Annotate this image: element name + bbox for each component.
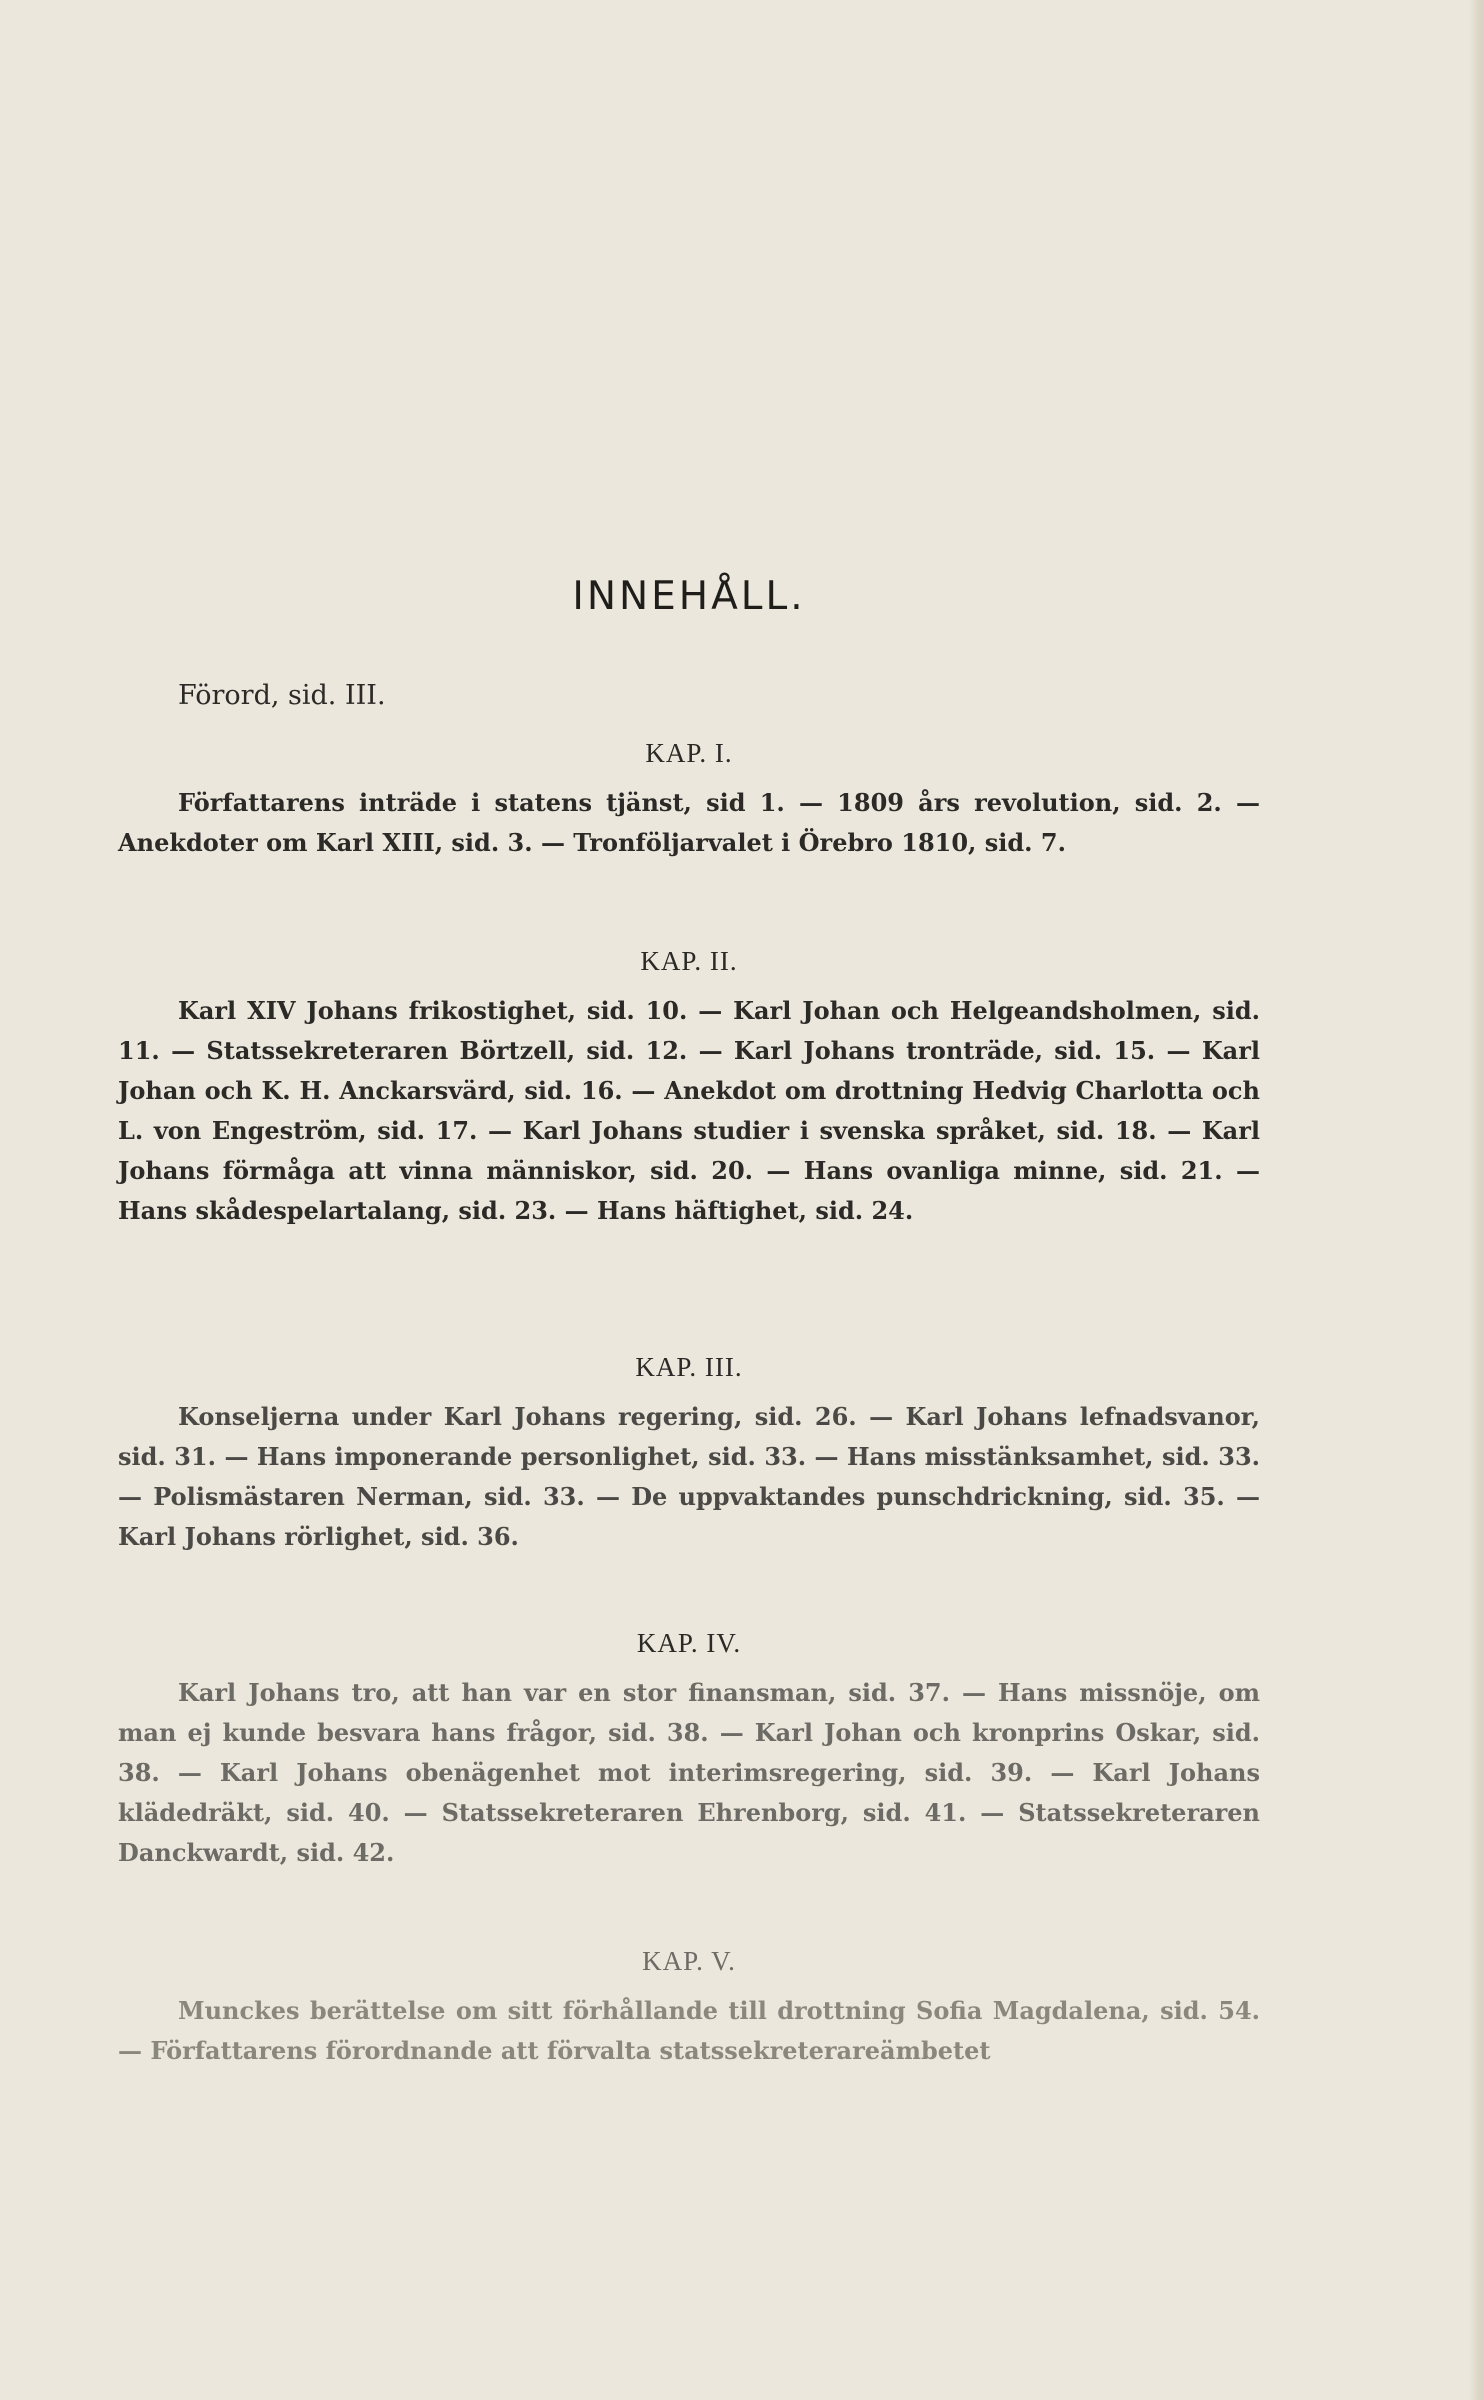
chapter-heading: KAP. III. — [635, 1352, 743, 1382]
chapter-5 — [118, 1946, 1260, 2071]
chapter-summary: Författarens inträde i statens tjänst, sid 1. — 1809 års revolution, sid. 2. — Anekdoter om Karl XIII, sid. 3. — Tronföljarvalet i Örebro 1810, sid. 7. — [118, 788, 1260, 857]
chapter-summary: Munckes berättelse om sitt förhållande till drottning Sofia Magdalena, sid. 54. — Författarens förordnande att förvalta statssekreterareämbetet — [118, 1996, 1260, 2065]
chapter-heading: KAP. II. — [640, 946, 738, 976]
preface-entry: Förord, sid. III. — [178, 680, 386, 711]
chapter-summary: Karl Johans tro, att han var en stor finansman, sid. 37. — Hans missnöje, om man ej kunde besvara hans frågor, sid. 38. — Karl Johan och kronprins Oskar, sid. 38. — Karl Johans obenägenhet mot interimsregering, sid. 39. — Karl Johans klädedräkt, sid. 40. — Statssekreteraren Ehrenborg, sid. 41. — Statssekreteraren Danckwardt, sid. 42. — [118, 1678, 1260, 1867]
chapter-heading: KAP. V. — [642, 1946, 736, 1976]
chapter-heading: KAP. I. — [645, 738, 733, 768]
chapter-3 — [118, 1352, 1260, 1557]
chapter-2 — [118, 946, 1260, 1231]
page-edge — [1469, 0, 1483, 2400]
page-title: INNEHÅLL. — [572, 574, 806, 619]
chapter-1 — [118, 738, 1260, 863]
chapter-4 — [118, 1628, 1260, 1873]
chapter-heading: KAP. IV. — [636, 1628, 742, 1658]
chapter-summary: Karl XIV Johans frikostighet, sid. 10. — Karl Johan och Helgeandsholmen, sid. 11. — Statssekreteraren Börtzell, sid. 12. — Karl Johans tronträde, sid. 15. — Karl Johan och K. H. Anckarsvärd, sid. 16. — Anekdot om drottning Hedvig Charlotta och L. von Engeström, sid. 17. — Karl Johans studier i svenska språket, sid. 18. — Karl Johans förmåga att vinna människor, sid. 20. — Hans ovanliga minne, sid. 21. — Hans skådespelartalang, sid. 23. — Hans häftighet, sid. 24. — [118, 996, 1260, 1225]
chapter-summary: Konseljerna under Karl Johans regering, sid. 26. — Karl Johans lefnadsvanor, sid. 31. — Hans imponerande personlighet, sid. 33. — Hans misstänksamhet, sid. 33. — Polismästaren Nerman, sid. 33. — De uppvaktandes punschdrickning, sid. 35. — Karl Johans rörlighet, sid. 36. — [118, 1402, 1260, 1551]
